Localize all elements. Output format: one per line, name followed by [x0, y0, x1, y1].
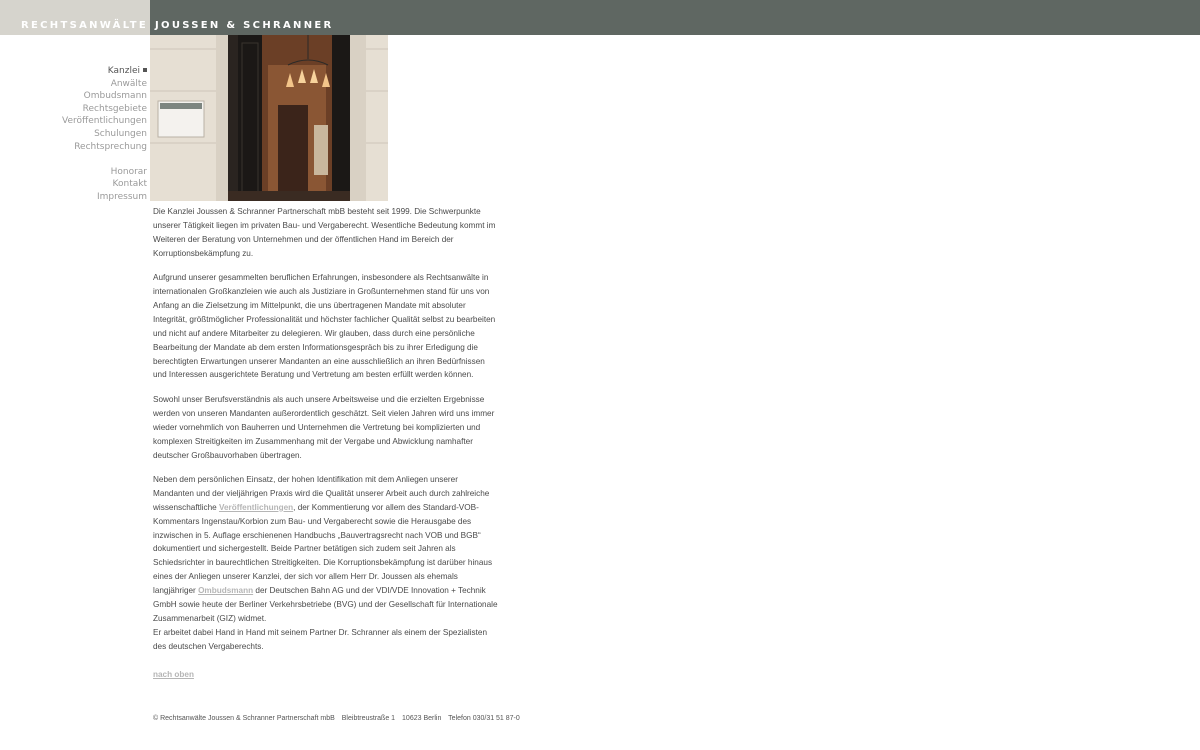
- active-marker-icon: [143, 68, 147, 72]
- nav-spacer: [62, 153, 147, 166]
- brand-text-rechtsanwaelte: RECHTSANWÄLTE: [21, 20, 148, 31]
- main-content: [153, 205, 498, 682]
- nav-item-anwaelte[interactable]: Anwälte: [110, 78, 147, 89]
- entrance-illustration: [150, 35, 388, 201]
- nav-item-kontakt[interactable]: Kontakt: [112, 179, 147, 190]
- nav-item-honorar[interactable]: Honorar: [110, 166, 147, 177]
- nav-label: Kanzlei: [107, 66, 140, 76]
- paragraph-quality: [153, 473, 498, 654]
- nav-item-impressum[interactable]: Impressum: [96, 191, 147, 202]
- footer-city: 10623 Berlin: [402, 715, 442, 722]
- footer-street: Bleibtreustraße 1: [341, 715, 396, 722]
- paragraph-experience: Aufgrund unserer gesammelten beruflichen Erfahrungen, insbesondere als Rechtsanwälte in internationalen Großkanzleien wie auch als Justiziare in Großunternehmen stand für uns von Anfang an die Zielsetzung im Mittelpunkt, die uns übertragenen Mandate mit absoluter Integrität, größtmöglicher Professionalität und höchster fachlicher Qualität selbst zu bearbeiten und nicht auf andere Mitarbeiter zu delegieren. Wir glauben, dass durch eine persönliche Bearbeitung der Mandate ab dem ersten Informationsgespräch bis zu ihrer Erledigung die berechtigten Erwartungen unserer Mandanten an eine ausschließlich an ihren Bedürfnissen und Interessen ausgerichtete Beratung und Vertretung am besten erfüllt werden können.: [153, 273, 496, 380]
- sidebar-nav: [62, 65, 147, 204]
- footer: [153, 715, 525, 722]
- paragraph-clients: Sowohl unser Berufsverständnis als auch unsere Arbeitsweise und die erzielten Ergebnisse werden von unseren Mandanten außerordentlich geschätzt. Seit vielen Jahren wird uns immer wieder vornehmlich von Bauherren und Unternehmen die Vertretung bei komplizierten und komplexen Streitigkeiten im Zusammenhang mit der Vergabe und Abwicklung namhafter deutscher Großbauvorhaben übertragen.: [153, 394, 495, 460]
- back-to-top-link[interactable]: nach oben: [153, 670, 194, 680]
- nav-item-schulungen[interactable]: Schulungen: [94, 128, 147, 139]
- office-entrance-photo: [150, 35, 388, 201]
- text-segment: Er arbeitet dabei Hand in Hand mit seinem Partner Dr. Schranner als einem der Spezialisten des deutschen Vergaberechts.: [153, 627, 488, 651]
- nav-item-veroeffentlichungen[interactable]: Veröffentlichungen: [62, 116, 147, 127]
- text-segment: der Deutschen Bahn AG und der VDI/VDE Innovation + Technik GmbH sowie heute der Berliner Verkehrsbetriebe (BVG) und der Gesellschaft für Internationale Zusammenarbeit (GIZ) widmet.: [153, 586, 498, 623]
- link-ombudsmann[interactable]: Ombudsmann: [198, 586, 254, 596]
- brand-text-firm-name[interactable]: JOUSSEN & SCHRANNER: [155, 20, 334, 31]
- text-segment: Neben dem persönlichen Einsatz, der hohen Identifikation mit dem Anliegen unserer Mandanten und der vieljährigen Praxis wird die Qualität unserer Arbeit auch durch zahlreiche wissenschaftliche: [153, 474, 490, 512]
- footer-phone: Telefon 030/31 51 87-0: [448, 715, 520, 722]
- header-brand-area: [0, 0, 150, 35]
- paragraph-intro: Die Kanzlei Joussen & Schranner Partnerschaft mbB besteht seit 1999. Die Schwerpunkte unserer Tätigkeit liegen im privaten Bau- und Vergaberecht. Wesentliche Bedeutung kommt im Weiteren der Beratung von Unternehmen und der öffentlichen Hand im Bereich der Korruptionsbekämpfung zu.: [153, 207, 496, 258]
- footer-copyright: © Rechtsanwälte Joussen & Schranner Partnerschaft mbB: [153, 715, 335, 722]
- link-veroeffentlichungen[interactable]: Veröffentlichungen: [218, 502, 294, 512]
- header-bar: [150, 0, 1200, 35]
- text-segment: , der Kommentierung vor allem des Standard-VOB-Kommentars Ingenstau/Korbion zum Bau- und Vergaberecht sowie die Herausgabe des inzwischen in 5. Auflage erschienenen Handbuchs „Bauvertragsrecht nach VOB und BGB“ dokumentiert und sichergestellt. Beide Partner betätigen sich zudem seit Jahren als Schiedsrichter in baurechtlichen Streitigkeiten. Die Korruptionsbekämpfung ist darüber hinaus eines der Anliegen unserer Kanzlei, der sich vor allem Herr Dr. Joussen als ehemals langjähriger: [153, 502, 493, 596]
- nav-item-rechtsprechung[interactable]: Rechtsprechung: [74, 141, 147, 152]
- nav-item-ombudsmann[interactable]: Ombudsmann: [83, 91, 147, 102]
- nav-item-kanzlei[interactable]: [62, 65, 147, 78]
- nav-item-rechtsgebiete[interactable]: Rechtsgebiete: [82, 103, 147, 114]
